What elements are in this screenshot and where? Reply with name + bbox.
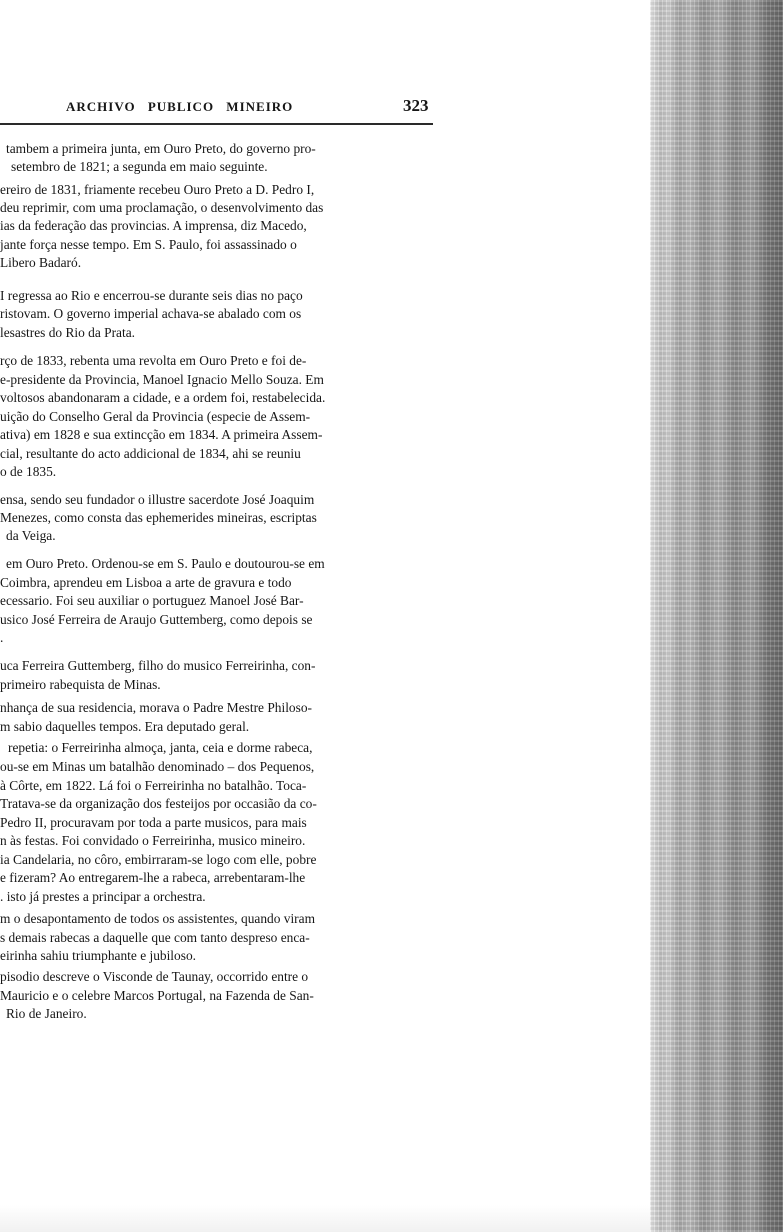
text-line: ecessario. Foi seu auxiliar o portuguez Manoel José Bar- xyxy=(0,593,304,608)
text-line: o de 1835. xyxy=(0,464,57,479)
text-line: m sabio daquelles tempos. Era deputado geral. xyxy=(0,719,250,734)
text-line: Coimbra, aprendeu em Lisboa a arte de gravura e todo xyxy=(0,575,292,590)
header-rule xyxy=(0,123,433,125)
text-line: primeiro rabequista de Minas. xyxy=(0,677,161,692)
text-line: I regressa ao Rio e encerrou-se durante seis dias no paço xyxy=(0,288,303,303)
text-line: setembro de 1821; a segunda em maio seguinte. xyxy=(11,159,268,174)
text-line: Menezes, como consta das ephemerides mineiras, escriptas xyxy=(0,510,317,525)
text-line: . isto já prestes a principar a orchestra. xyxy=(0,889,206,904)
text-line: ensa, sendo seu fundador o illustre sacerdote José Joaquim xyxy=(0,492,315,507)
text-line: ias da federação das provincias. A imprensa, diz Macedo, xyxy=(0,218,307,233)
text-line: eirinha sahiu triumphante e jubiloso. xyxy=(0,948,196,963)
text-line: Pedro II, procuravam por toda a parte musicos, para mais xyxy=(0,815,307,830)
text-line: jante força nesse tempo. Em S. Paulo, foi assassinado o xyxy=(0,237,297,252)
page-header xyxy=(0,96,450,123)
text-line: tambem a primeira junta, em Ouro Preto, do governo pro- xyxy=(6,141,316,156)
text-line: ou-se em Minas um batalhão denominado – dos Pequenos, xyxy=(0,759,315,774)
text-line: ia Candelaria, no côro, embirraram-se logo com elle, pobre xyxy=(0,852,317,867)
text-line: m o desapontamento de todos os assistentes, quando viram xyxy=(0,911,316,926)
text-line: em Ouro Preto. Ordenou-se em S. Paulo e doutourou-se em xyxy=(6,556,325,571)
text-line: lesastres do Rio da Prata. xyxy=(0,325,135,340)
text-line: ereiro de 1831, friamente recebeu Ouro Preto a D. Pedro I, xyxy=(0,182,315,197)
page-number: 323 xyxy=(403,96,429,115)
text-line: cial, resultante do acto addicional de 1834, ahi se reuniu xyxy=(0,446,301,461)
text-line: deu reprimir, com uma proclamação, o desenvolvimento das xyxy=(0,200,324,215)
text-line: Libero Badaró. xyxy=(0,255,82,270)
text-line: rço de 1833, rebenta uma revolta em Ouro Preto e foi de- xyxy=(0,353,307,368)
text-line: n às festas. Foi convidado o Ferreirinha, musico mineiro. xyxy=(0,833,306,848)
text-line: e-presidente da Provincia, Manoel Ignacio Mello Souza. Em xyxy=(0,372,324,387)
text-line: repetia: o Ferreirinha almoça, janta, ceia e dorme rabeca, xyxy=(8,740,313,755)
text-line: Rio de Janeiro. xyxy=(6,1006,87,1021)
text-line: uca Ferreira Guttemberg, filho do musico Ferreirinha, con- xyxy=(0,658,316,673)
text-line: voltosos abandonaram a cidade, e a ordem foi, restabelecida. xyxy=(0,390,326,405)
text-line: usico José Ferreira de Araujo Guttemberg, como depois se xyxy=(0,612,313,627)
text-line: nhança de sua residencia, morava o Padre Mestre Philoso- xyxy=(0,700,312,715)
text-line: ristovam. O governo imperial achava-se abalado com os xyxy=(0,306,302,321)
text-line: e fizeram? Ao entregarem-lhe a rabeca, arrebentaram-lhe xyxy=(0,870,306,885)
text-line: ativa) em 1828 e sua extincção em 1834. A primeira Assem- xyxy=(0,427,323,442)
text-line: pisodio descreve o Visconde de Taunay, occorrido entre o xyxy=(0,969,309,984)
binding-texture xyxy=(650,0,783,1232)
text-line: . xyxy=(0,630,4,645)
text-line: uição do Conselho Geral da Provincia (especie de Assem- xyxy=(0,409,311,424)
text-line: Mauricio e o celebre Marcos Portugal, na Fazenda de San- xyxy=(0,988,314,1003)
text-line: s demais rabecas a daquelle que com tanto despreso enca- xyxy=(0,930,310,945)
text-line: à Côrte, em 1822. Lá foi o Ferreirinha no batalhão. Toca- xyxy=(0,778,307,793)
running-title: ARCHIVO PUBLICO MINEIRO xyxy=(66,99,294,114)
text-line: Tratava-se da organização dos festeijos por occasião da co- xyxy=(0,796,317,811)
page-bottom-edge xyxy=(0,1205,650,1232)
text-line: da Veiga. xyxy=(6,528,56,543)
